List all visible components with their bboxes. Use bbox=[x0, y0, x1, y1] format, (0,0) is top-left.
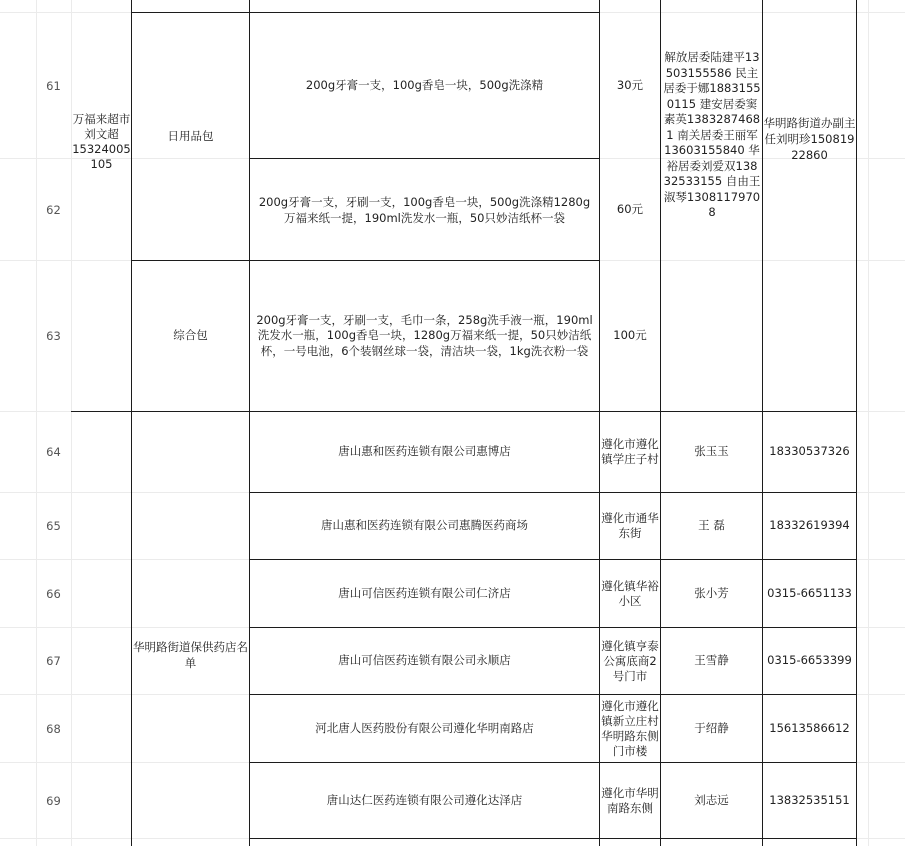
pack-name: 日用品包 bbox=[167, 128, 214, 143]
pharmacy-address: 遵化镇亨泰公寓底商2号门市 bbox=[601, 638, 659, 683]
pharmacy-address-cell[interactable] bbox=[600, 763, 660, 838]
pharmacy-address-cell[interactable] bbox=[600, 493, 660, 559]
pack-price-cell[interactable] bbox=[600, 159, 660, 260]
pack-items: 200g牙膏一支，牙刷一支，毛巾一条，258g洗手液一瓶，190ml洗发水一瓶，100g香皂一块，1280g万福来纸一提，50只妙洁纸杯，一号电池，6个装钢丝球一袋，清洁块一袋，1kg洗衣粉一袋 bbox=[256, 312, 593, 358]
pharmacy-name: 唐山惠和医药连锁有限公司惠腾医药商场 bbox=[321, 518, 528, 533]
row-number[interactable]: 68 bbox=[46, 721, 61, 736]
store-name: 万福来超市刘文超 bbox=[72, 112, 131, 141]
row-number[interactable]: 61 bbox=[46, 78, 61, 93]
contact-phone: 13832535151 bbox=[769, 792, 850, 807]
contact-name: 张小芳 bbox=[694, 585, 729, 600]
pharmacy-address: 遵化市华明南路东侧 bbox=[601, 785, 659, 815]
pack-price: 30元 bbox=[616, 77, 644, 92]
pack-items: 200g牙膏一支，100g香皂一块，500g洗涤精 bbox=[305, 77, 544, 92]
pack-price: 60元 bbox=[616, 201, 644, 216]
pharmacy-name-cell[interactable] bbox=[250, 412, 599, 492]
phone-cell[interactable] bbox=[763, 412, 856, 492]
pack-items-cell[interactable] bbox=[250, 13, 599, 158]
contact-name: 王 磊 bbox=[698, 518, 725, 533]
row-number[interactable]: 66 bbox=[46, 586, 61, 601]
contact-phone: 15613586612 bbox=[769, 720, 850, 735]
contact-cell[interactable] bbox=[661, 628, 762, 694]
store-phone: 15324005105 bbox=[72, 142, 131, 171]
phone-cell[interactable] bbox=[763, 695, 856, 762]
pharmacy-name-cell[interactable] bbox=[250, 493, 599, 559]
pack-price-cell[interactable] bbox=[600, 13, 660, 158]
pharmacy-name-cell[interactable] bbox=[250, 560, 599, 627]
phone-cell[interactable] bbox=[763, 628, 856, 694]
contact-name: 王雪静 bbox=[694, 653, 729, 668]
pack-price-cell[interactable] bbox=[600, 261, 660, 411]
pharmacy-address-cell[interactable] bbox=[600, 560, 660, 627]
contact-cell[interactable] bbox=[661, 493, 762, 559]
phone-cell[interactable] bbox=[763, 763, 856, 838]
row-number[interactable]: 67 bbox=[46, 654, 61, 668]
contact-name: 于绍静 bbox=[694, 720, 729, 735]
phone-cell[interactable] bbox=[763, 560, 856, 627]
pharmacy-address-cell[interactable] bbox=[600, 695, 660, 762]
contact-phone: 0315-6651133 bbox=[767, 585, 852, 600]
pharmacy-name-cell[interactable] bbox=[250, 763, 599, 838]
phone-cell[interactable] bbox=[763, 493, 856, 559]
pharmacy-address: 遵化镇华裕小区 bbox=[601, 578, 659, 608]
pack-price: 100元 bbox=[613, 328, 647, 343]
pack-items-cell[interactable] bbox=[250, 261, 599, 411]
committee-contacts-cell[interactable] bbox=[663, 50, 761, 240]
pharmacy-name-cell[interactable] bbox=[250, 695, 599, 762]
contact-name: 张玉玉 bbox=[694, 444, 729, 459]
row-number[interactable]: 64 bbox=[46, 445, 61, 459]
pack-name-cell[interactable] bbox=[132, 261, 249, 411]
row-number[interactable]: 65 bbox=[46, 519, 61, 533]
contact-cell[interactable] bbox=[661, 560, 762, 627]
pharmacy-address: 遵化市通华东街 bbox=[601, 511, 659, 540]
committee-contacts: 解放居委陆建平13503155586 民主居委于娜18831550115 建安居委窦素英13832874681 南关居委王丽军13603155840 华裕居委刘爱双13832533155 自由王淑琴13081179708 bbox=[663, 50, 761, 219]
pack-items: 200g牙膏一支，牙刷一支，100g香皂一块，500g洗涤精1280g万福来纸一提，190ml洗发水一瓶，50只妙洁纸杯一袋 bbox=[258, 194, 591, 225]
contact-phone: 0315-6653399 bbox=[767, 653, 852, 668]
pharmacy-name: 唐山惠和医药连锁有限公司惠博店 bbox=[338, 444, 511, 459]
pharmacy-name: 唐山达仁医药连锁有限公司遵化达泽店 bbox=[326, 792, 523, 807]
contact-cell[interactable] bbox=[661, 763, 762, 838]
pack-name-cell[interactable] bbox=[132, 13, 249, 260]
row-number[interactable]: 63 bbox=[46, 329, 61, 343]
pharmacy-address-cell[interactable] bbox=[600, 628, 660, 694]
pharmacy-address: 遵化市遵化镇学庄子村 bbox=[601, 437, 659, 466]
pack-name: 综合包 bbox=[173, 328, 208, 343]
pharmacy-address: 遵化市遵化镇新立庄村华明路东侧门市楼 bbox=[601, 698, 659, 758]
pharmacy-name: 唐山可信医药连锁有限公司仁济店 bbox=[338, 585, 511, 600]
office-contact-cell[interactable] bbox=[763, 115, 856, 175]
pharmacy-name-cell[interactable] bbox=[250, 628, 599, 694]
contact-phone: 18332619394 bbox=[769, 518, 850, 533]
pharmacy-address-cell[interactable] bbox=[600, 412, 660, 492]
pharmacy-name: 河北唐人医药股份有限公司遵化华明南路店 bbox=[315, 720, 534, 735]
pharmacy-name: 唐山可信医药连锁有限公司永顺店 bbox=[338, 653, 511, 668]
pharmacy-group-label: 华明路街道保供药店名单 bbox=[133, 640, 248, 670]
supermarket-store-cell[interactable] bbox=[72, 112, 131, 182]
row-number[interactable]: 62 bbox=[46, 202, 61, 217]
row-number[interactable]: 69 bbox=[46, 793, 61, 808]
contact-phone: 18330537326 bbox=[769, 444, 850, 459]
pack-items-cell[interactable] bbox=[250, 159, 599, 260]
office-contact: 华明路街道办副主任刘明珍15081922860 bbox=[763, 116, 856, 162]
contact-cell[interactable] bbox=[661, 412, 762, 492]
pharmacy-group-cell[interactable] bbox=[132, 640, 249, 690]
contact-cell[interactable] bbox=[661, 695, 762, 762]
contact-name: 刘志远 bbox=[694, 792, 729, 807]
